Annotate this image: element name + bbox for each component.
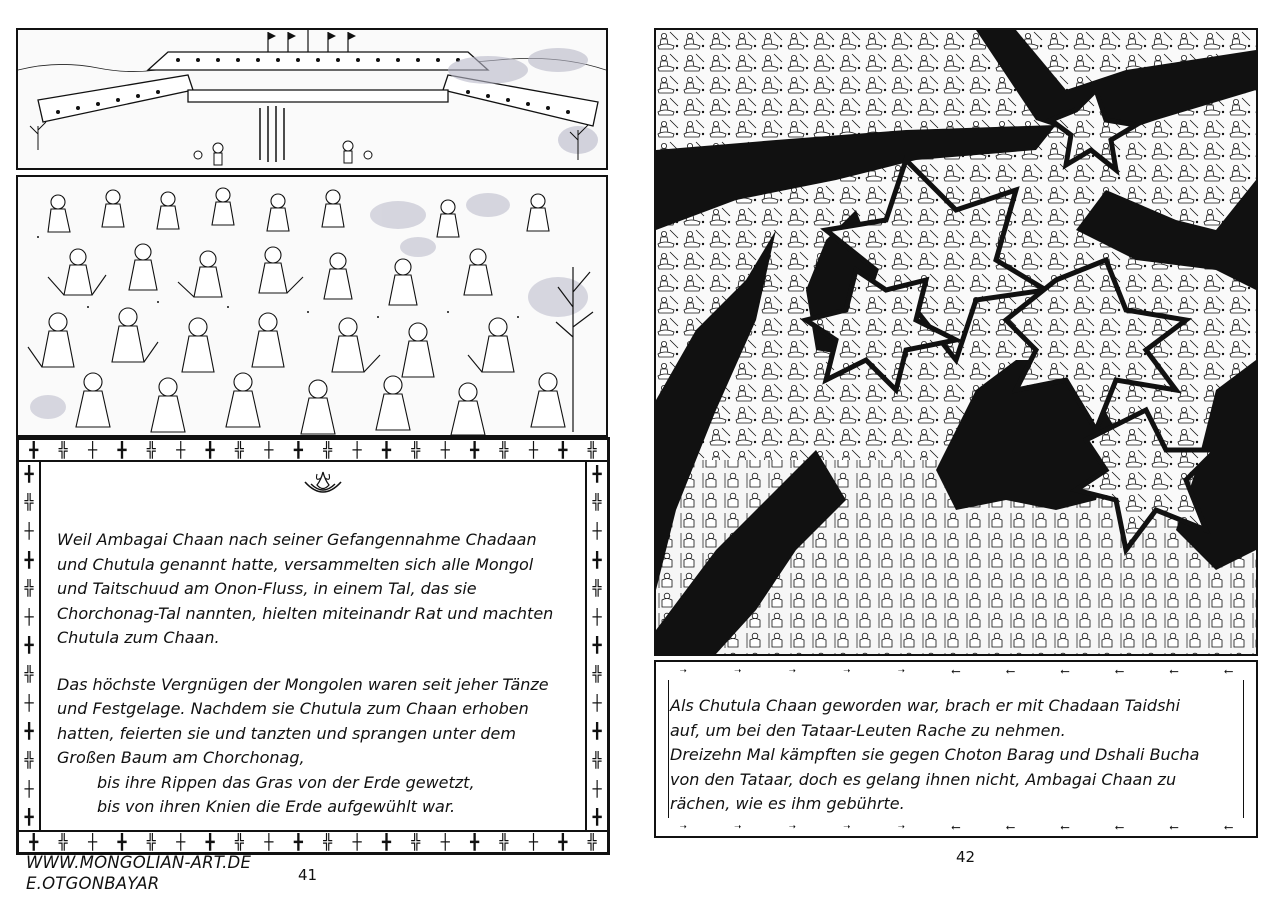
text-line: hatten, feierten sie und tanzten und sprangen unter dem (57, 723, 516, 743)
arrow-border-top: ➝ ➝ ➝ ➝ ➝ ⟵ ⟵ ⟵ ⟵ ⟵ ⟵ (679, 664, 1233, 678)
text-line: und Festgelage. Nachdem sie Chutula zum Chaan erhoben (57, 699, 529, 718)
festival-illustration (18, 30, 606, 168)
website-url: WWW.MONGOLIAN-ART.DE (26, 853, 252, 872)
text-line: Chorchonag-Tal nannten, hielten miteinandr Rat und machten (57, 603, 554, 623)
page-number-right: 42 (956, 848, 976, 866)
verse-line: bis ihre Rippen das Gras von der Erde gewetzt, (97, 772, 475, 792)
ornament-border-bottom: ╋ ╬ ┼ ╋ ╬ ┼ ╋ ╬ ┼ ╋ ╬ ┼ ╋ ╬ ┼ ╋ ╬ ┼ ╋ ╬ (19, 830, 607, 852)
battle-panel (654, 28, 1258, 656)
text-line: Dreizehn Mal kämpften sie gegen Choton Barag und Dshali Bucha (670, 745, 1200, 764)
text-frame (16, 437, 610, 855)
right-page (640, 0, 1280, 905)
footer-credit (26, 852, 251, 894)
dance-panel (16, 175, 608, 437)
right-text-frame (654, 660, 1258, 838)
arrow-border-bottom: ➝ ➝ ➝ ➝ ➝ ⟵ ⟵ ⟵ ⟵ ⟵ ⟵ (679, 820, 1233, 834)
festival-panel (16, 28, 608, 170)
text-line: rächen, wie es ihm gebührte. (670, 794, 905, 813)
ornament-border-left: ╋ ╬ ┼ ╋ ╬ ┼ ╋ ╬ ┼ ╋ ╬ ┼ ╋ (19, 460, 41, 832)
artist-name: E.OTGONBAYAR (26, 874, 160, 893)
ornament-border-top: ╋ ╬ ┼ ╋ ╬ ┼ ╋ ╬ ┼ ╋ ╬ ┼ ╋ ╬ ┼ ╋ ╬ ┼ ╋ ╬ (19, 440, 607, 462)
verse-line: bis von ihren Knien die Erde aufgewühlt war. (97, 797, 456, 816)
text-line: Großen Baum am Chorchonag, (57, 748, 305, 767)
text-line: Weil Ambagai Chaan nach seiner Gefangennahme Chadaan (57, 530, 537, 549)
dance-illustration (18, 177, 606, 435)
text-line: Chutula zum Chaan. (57, 628, 220, 647)
left-story-text (57, 528, 553, 820)
text-line: von den Tataar, doch es gelang ihnen nicht, Ambagai Chaan zu (670, 769, 1177, 789)
battle-illustration (656, 30, 1256, 654)
text-line: Als Chutula Chaan geworden war, brach er mit Chadaan Taidshi (670, 696, 1181, 715)
fire-ornament-icon (301, 468, 345, 500)
arrow-border-right (1243, 680, 1254, 818)
arrow-border-left (658, 680, 669, 818)
text-line: und Chutula genannt hatte, versammelten sich alle Mongol (57, 554, 534, 574)
right-story-text (670, 694, 1199, 817)
text-line: Das höchste Vergnügen der Mongolen waren seit jeher Tänze (57, 674, 549, 694)
text-line: und Taitschuud am Onon-Fluss, in einem Tal, das sie (57, 579, 477, 598)
page-number-left: 41 (298, 866, 318, 884)
text-line: auf, um bei den Tataar-Leuten Rache zu nehmen. (670, 720, 1066, 740)
ornament-border-right: ╋ ╬ ┼ ╋ ╬ ┼ ╋ ╬ ┼ ╋ ╬ ┼ ╋ (585, 460, 607, 832)
